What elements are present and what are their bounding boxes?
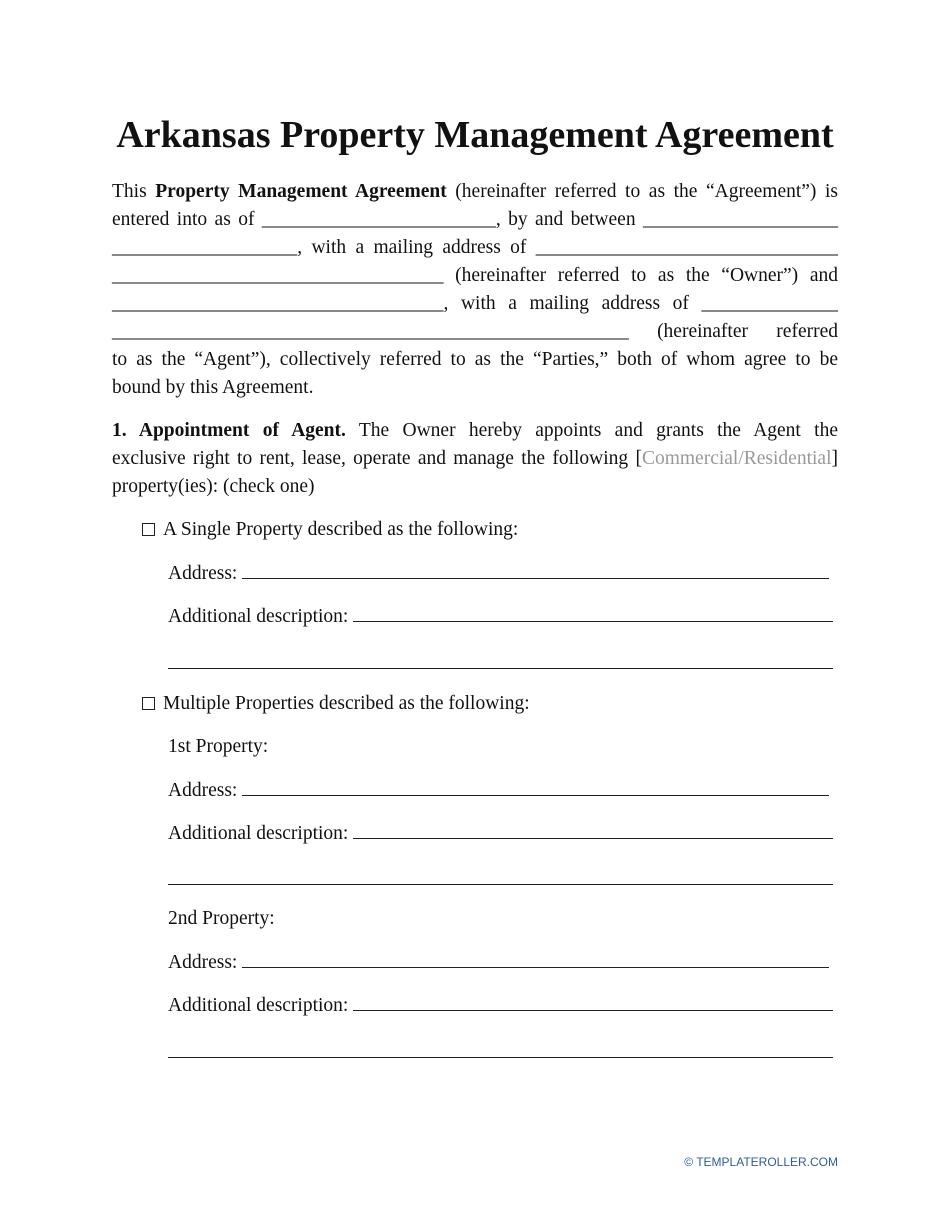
single-description-line-2[interactable] bbox=[168, 668, 833, 669]
single-address-row bbox=[168, 560, 829, 588]
first-description-row bbox=[168, 820, 833, 848]
intro-line-7: to as the “Agent”), collectively referred to as the “Parties,” both of whom agree to be bbox=[112, 349, 838, 370]
additional-description-label: Additional description: bbox=[168, 606, 349, 627]
first-address-row bbox=[168, 777, 829, 805]
intro-line-1: This Property Management Agreement (hereinafter referred to as the “Agreement”) is bbox=[112, 181, 838, 202]
single-description-field[interactable] bbox=[353, 603, 833, 622]
single-property-checkbox[interactable] bbox=[142, 523, 155, 536]
second-address-field[interactable] bbox=[242, 949, 829, 968]
first-property-heading: 1st Property: bbox=[168, 736, 269, 757]
multiple-properties-label: Multiple Properties described as the following: bbox=[163, 693, 530, 714]
additional-description-label: Additional description: bbox=[168, 995, 349, 1016]
agreement-name: Property Management Agreement bbox=[155, 181, 447, 202]
address-label: Address: bbox=[168, 563, 238, 584]
section-1-line-3: property(ies): (check one) bbox=[112, 476, 315, 497]
intro-line-8: bound by this Agreement. bbox=[112, 377, 314, 398]
address-label: Address: bbox=[168, 780, 238, 801]
additional-description-label: Additional description: bbox=[168, 823, 349, 844]
section-1-heading: 1. Appointment of Agent. bbox=[112, 420, 346, 441]
second-description-line-2[interactable] bbox=[168, 1057, 833, 1058]
intro-line-3: ___________________, with a mailing address of _______________________________ bbox=[112, 237, 838, 258]
second-description-row bbox=[168, 992, 833, 1020]
second-address-row bbox=[168, 949, 829, 977]
address-label: Address: bbox=[168, 952, 238, 973]
option-single-property bbox=[142, 516, 518, 544]
intro-line-6: _____________________________________________________ (hereinafter referred bbox=[112, 321, 838, 342]
section-1-line-1: 1. Appointment of Agent. The Owner hereby appoints and grants the Agent the bbox=[112, 420, 838, 441]
single-property-label: A Single Property described as the following: bbox=[163, 519, 519, 540]
intro-line-5: __________________________________, with a mailing address of ______________ bbox=[112, 293, 838, 314]
footer-copyright-link[interactable]: © TEMPLATEROLLER.COM bbox=[684, 1155, 838, 1169]
intro-line-4: __________________________________ (hereinafter referred to as the “Owner”) and bbox=[112, 265, 838, 286]
single-address-field[interactable] bbox=[242, 560, 829, 579]
second-property-heading: 2nd Property: bbox=[168, 908, 275, 929]
section-1-line-2: exclusive right to rent, lease, operate and manage the following [Commercial/Residential] bbox=[112, 448, 838, 469]
option-multiple-properties bbox=[142, 690, 530, 718]
single-description-row bbox=[168, 603, 833, 631]
page-title: Arkansas Property Management Agreement bbox=[116, 114, 834, 156]
second-description-field[interactable] bbox=[353, 992, 833, 1011]
first-description-field[interactable] bbox=[353, 820, 833, 839]
multiple-properties-checkbox[interactable] bbox=[142, 697, 155, 710]
intro-line-2: entered into as of ________________________, by and between ____________________ bbox=[112, 209, 838, 230]
first-address-field[interactable] bbox=[242, 777, 829, 796]
property-type-placeholder[interactable]: Commercial/Residential bbox=[641, 448, 832, 469]
first-description-line-2[interactable] bbox=[168, 884, 833, 885]
